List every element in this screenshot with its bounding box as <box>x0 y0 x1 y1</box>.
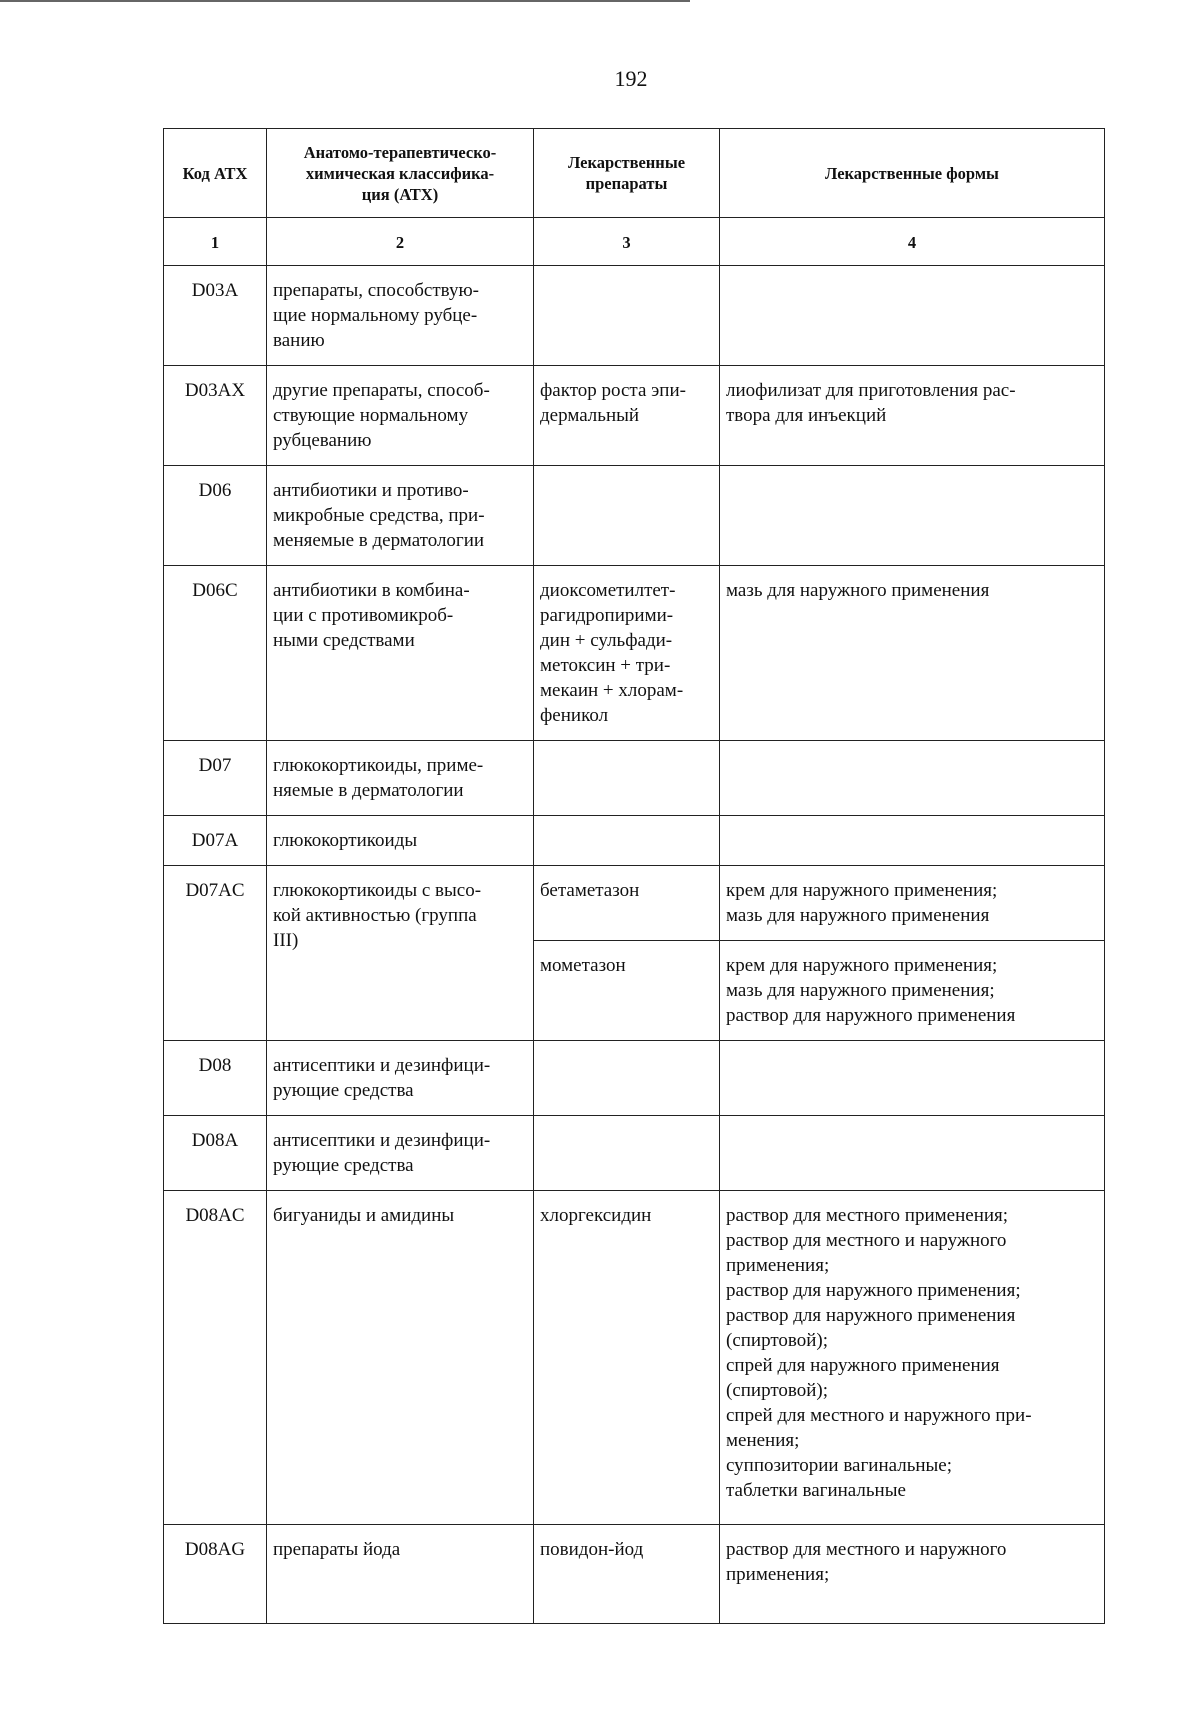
column-number: 3 <box>534 218 720 266</box>
atx-classification: препараты йода <box>267 1525 534 1624</box>
atx-code: D07 <box>164 741 267 816</box>
header-code: Код АТХ <box>164 129 267 218</box>
atx-code: D07AC <box>164 866 267 1041</box>
header-row <box>164 129 1105 218</box>
page-number: 192 <box>614 66 648 91</box>
drug-name <box>534 1041 720 1116</box>
table-row <box>164 266 1105 366</box>
drug-name: хлоргексидин <box>534 1191 720 1525</box>
drug-name: повидон-йод <box>534 1525 720 1624</box>
atx-code: D06C <box>164 566 267 741</box>
atx-classification: глюкокортикоиды <box>267 816 534 866</box>
dosage-forms <box>720 816 1105 866</box>
dosage-forms <box>720 1116 1105 1191</box>
dosage-forms: раствор для местного применения; раствор для местного и наружного применения; раствор для наружного применения; раствор для наружного применения (спиртовой); спрей для наружного применения (спиртовой); спрей для местного и наружного при- менения; суппозитории вагинальные; таблетки вагинальные <box>720 1191 1105 1525</box>
dosage-forms <box>720 741 1105 816</box>
atx-classification: другие препараты, способ- ствующие нормальному рубцеванию <box>267 366 534 466</box>
atx-table <box>163 128 1105 1624</box>
table-row <box>164 741 1105 816</box>
table-row <box>164 1525 1105 1624</box>
atx-code: D08AG <box>164 1525 267 1624</box>
dosage-forms: раствор для местного и наружного применения; <box>720 1525 1105 1624</box>
drug-name <box>534 266 720 366</box>
atx-classification: антисептики и дезинфици- рующие средства <box>267 1041 534 1116</box>
atx-code: D03A <box>164 266 267 366</box>
table-row <box>164 366 1105 466</box>
header-classification: Анатомо-терапевтическо- химическая классифика- ция (АТХ) <box>267 129 534 218</box>
top-rule <box>0 0 690 2</box>
dosage-forms <box>720 466 1105 566</box>
drug-name: мометазон <box>534 941 720 1041</box>
atx-classification: антисептики и дезинфици- рующие средства <box>267 1116 534 1191</box>
table-row <box>164 566 1105 741</box>
drug-name <box>534 1116 720 1191</box>
table-row <box>164 1041 1105 1116</box>
column-number-row <box>164 218 1105 266</box>
column-number: 2 <box>267 218 534 266</box>
header-forms: Лекарственные формы <box>720 129 1105 218</box>
atx-classification: бигуаниды и амидины <box>267 1191 534 1525</box>
atx-classification: глюкокортикоиды, приме- няемые в дерматологии <box>267 741 534 816</box>
table-row <box>164 1116 1105 1191</box>
table-row <box>164 1191 1105 1525</box>
dosage-forms: мазь для наружного применения <box>720 566 1105 741</box>
dosage-forms <box>720 1041 1105 1116</box>
atx-code: D03AX <box>164 366 267 466</box>
dosage-forms: крем для наружного применения; мазь для наружного применения; раствор для наружного применения <box>720 941 1105 1041</box>
atx-code: D07A <box>164 816 267 866</box>
atx-classification: антибиотики в комбина- ции с противомикроб- ными средствами <box>267 566 534 741</box>
column-number: 4 <box>720 218 1105 266</box>
atx-code: D08A <box>164 1116 267 1191</box>
atx-code: D06 <box>164 466 267 566</box>
atx-classification: глюкокортикоиды с высо- кой активностью (группа III) <box>267 866 534 1041</box>
atx-code: D08 <box>164 1041 267 1116</box>
drug-name: диоксометилтет- рагидропирими- дин + сульфади- метоксин + три- мекаин + хлорам- феникол <box>534 566 720 741</box>
dosage-forms <box>720 266 1105 366</box>
drug-name: бетаметазон <box>534 866 720 941</box>
atx-classification: антибиотики и противо- микробные средства, при- меняемые в дерматологии <box>267 466 534 566</box>
atx-classification: препараты, способствую- щие нормальному рубце- ванию <box>267 266 534 366</box>
dosage-forms: лиофилизат для приготовления рас- твора для инъекций <box>720 366 1105 466</box>
table-row <box>164 466 1105 566</box>
column-number: 1 <box>164 218 267 266</box>
table-row <box>164 816 1105 866</box>
drug-name: фактор роста эпи- дермальный <box>534 366 720 466</box>
drug-name <box>534 466 720 566</box>
table-row <box>164 866 1105 941</box>
atx-code: D08AC <box>164 1191 267 1525</box>
header-drugs: Лекарственные препараты <box>534 129 720 218</box>
drug-name <box>534 741 720 816</box>
dosage-forms: крем для наружного применения; мазь для наружного применения <box>720 866 1105 941</box>
drug-name <box>534 816 720 866</box>
